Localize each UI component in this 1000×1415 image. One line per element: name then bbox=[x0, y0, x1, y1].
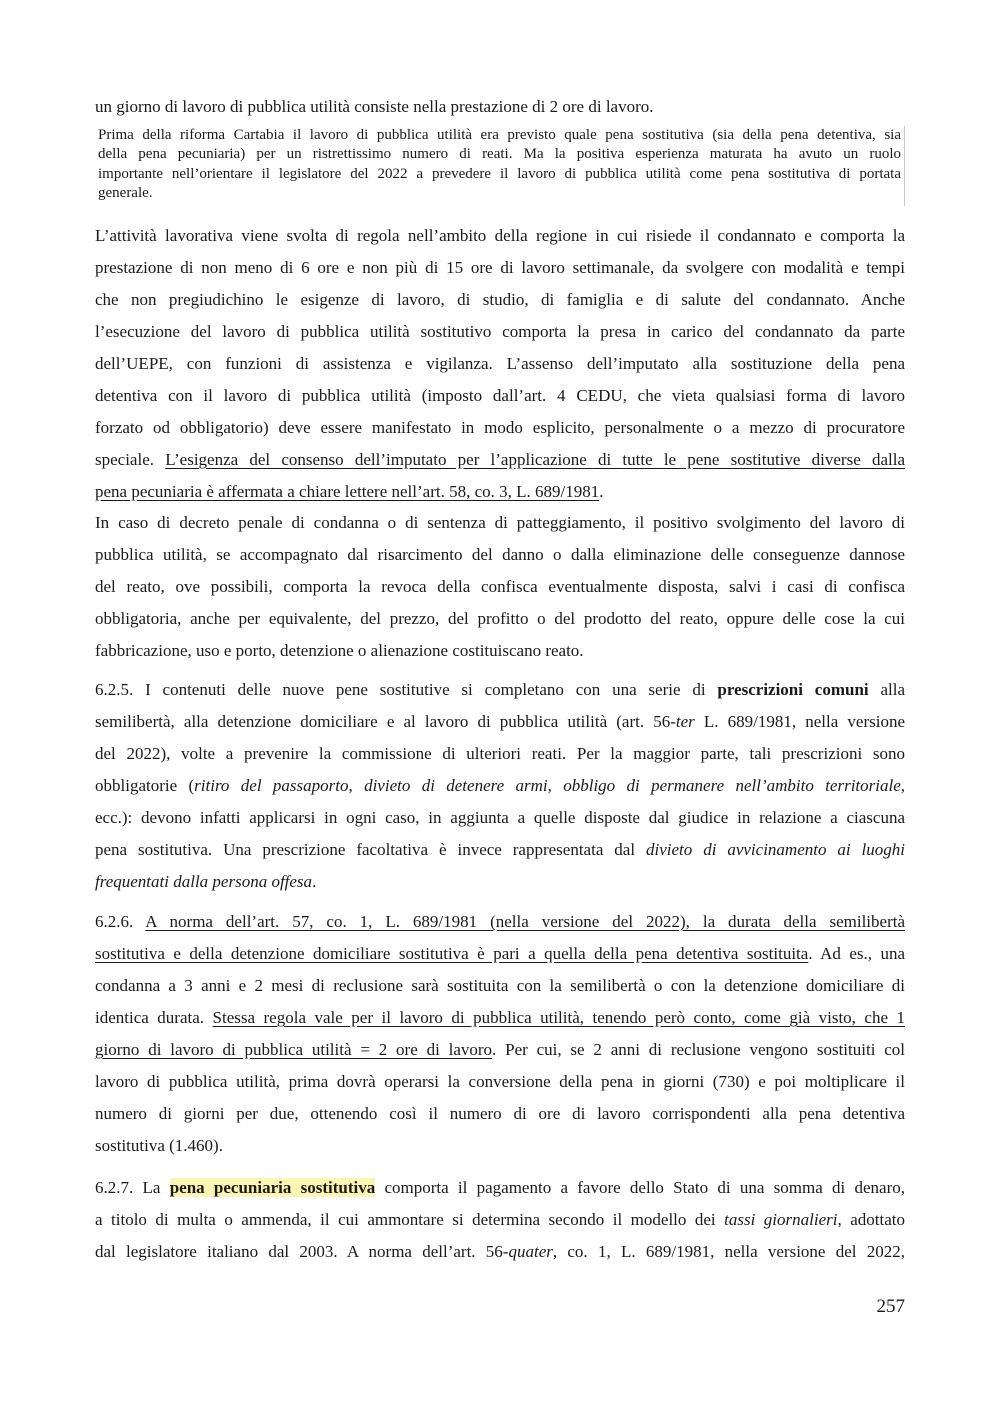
text-run: . bbox=[599, 482, 604, 501]
text-run: L. 689/1981, nella versione bbox=[694, 712, 905, 731]
text-run: obbligatorie ( bbox=[95, 776, 195, 795]
text-run: . Ad es., una bbox=[808, 944, 905, 963]
text-run: pena sostitutiva. Una prescrizione facoltativa è invece rappresentata dal bbox=[95, 840, 646, 859]
italic-text: tassi giornalieri bbox=[724, 1210, 838, 1229]
text-line bbox=[95, 770, 905, 802]
italic-text: divieto di avvicinamento ai luoghi bbox=[646, 840, 905, 859]
footnote-box bbox=[95, 126, 905, 206]
text-line: fabbricazione, uso e porto, detenzione o alienazione costituiscano reato. bbox=[95, 641, 584, 660]
paragraph-6-2-6 bbox=[95, 906, 905, 1162]
text-line bbox=[95, 1236, 905, 1268]
text-line: prestazione di non meno di 6 ore e non più di 15 ore di lavoro settimanale, da svolgere con modalità e tempi bbox=[95, 258, 905, 277]
paragraph-6-2-5 bbox=[95, 674, 905, 898]
text-run: semilibertà, alla detenzione domiciliare e al lavoro di pubblica utilità (art. 56- bbox=[95, 712, 676, 731]
text-line bbox=[95, 706, 905, 738]
text-line: l’esecuzione del lavoro di pubblica utilità sostitutivo comporta la presa in carico del condannato da parte bbox=[95, 322, 905, 341]
text-line: L’attività lavorativa viene svolta di regola nell’ambito della regione in cui risiede il condannato e comporta la bbox=[95, 226, 905, 245]
paragraph-penal-decree bbox=[95, 507, 905, 667]
text-line bbox=[95, 1002, 905, 1034]
italic-text: ritiro del passaporto bbox=[194, 776, 349, 795]
text-line: In caso di decreto penale di condanna o di sentenza di patteggiamento, il positivo svolgimento del lavoro di bbox=[95, 513, 905, 532]
text-line bbox=[95, 444, 905, 476]
underlined-text: giorno di lavoro di pubblica utilità = 2 ore di lavoro bbox=[95, 1040, 493, 1059]
text-line bbox=[95, 1172, 905, 1204]
italic-text: divieto di detenere armi bbox=[364, 776, 548, 795]
text-line: che non pregiudichino le esigenze di lavoro, di studio, di famiglia e di salute del condannato. Anche bbox=[95, 290, 905, 309]
text-line: dell’UEPE, con funzioni di assistenza e vigilanza. L’assenso dell’imputato alla sostituzione della pena bbox=[95, 354, 905, 373]
text-line: ecc.): devono infatti applicarsi in ogni caso, in aggiunta a quelle disposte dal giudice in relazione a ciascuna bbox=[95, 808, 905, 827]
text-line: del reato, ove possibili, comporta la revoca della confisca eventualmente disposta, salvi i casi di confisca bbox=[95, 577, 905, 596]
italic-text: obbligo di permanere nell’ambito territoriale bbox=[563, 776, 901, 795]
underlined-text: A norma dell’art. 57, co. 1, L. 689/1981 (nella versione del 2022), la durata della semilibertà bbox=[145, 912, 905, 931]
text-line: numero di giorni per due, ottenendo così il numero di ore di lavoro corrispondenti alla pena detentiva bbox=[95, 1104, 905, 1123]
text-line bbox=[95, 938, 905, 970]
text-run: identica durata. bbox=[95, 1008, 213, 1027]
intro-line: un giorno di lavoro di pubblica utilità consiste nella prestazione di 2 ore di lavoro. bbox=[95, 97, 654, 116]
text-line: del 2022), volte a prevenire la commissione di ulteriori reati. Per la maggior parte, tali prescrizioni sono bbox=[95, 744, 905, 763]
italic-text: ter bbox=[675, 712, 695, 731]
text-run: speciale. bbox=[95, 450, 166, 469]
text-run: a titolo di multa o ammenda, il cui ammontare si determina secondo il modello dei bbox=[95, 1210, 725, 1229]
text-run: . Per cui, se 2 anni di reclusione vengono sostituiti col bbox=[492, 1040, 906, 1059]
page-number: 257 bbox=[876, 1296, 905, 1317]
text-run: , adottato bbox=[837, 1210, 905, 1229]
text-line: sostitutiva (1.460). bbox=[95, 1136, 223, 1155]
text-run: alla bbox=[868, 680, 906, 699]
paragraph-6-2-7 bbox=[95, 1172, 905, 1268]
underlined-text: pena pecuniaria è affermata a chiare lettere nell’art. 58, co. 3, L. 689/1981 bbox=[95, 482, 600, 501]
note-line: generale. bbox=[98, 185, 153, 202]
text-run: 6.2.7. La bbox=[95, 1178, 170, 1197]
note-line: Prima della riforma Cartabia il lavoro di pubblica utilità era previsto quale pena sostitutiva (sia della pena detentiva, sia bbox=[98, 127, 901, 143]
underlined-text: sostitutiva e della detenzione domiciliare sostitutiva è pari a quella della pena detentiva sostituita bbox=[95, 944, 809, 963]
text-run: 6.2.6. bbox=[95, 912, 146, 931]
text-line bbox=[95, 906, 905, 938]
highlighted-text: pena pecuniaria sostitutiva bbox=[169, 1178, 376, 1197]
note-line: importante nell’orientare il legislatore del 2022 a prevedere il lavoro di pubblica utilità come pena sostitutiva di portata bbox=[98, 165, 901, 182]
paragraph-work-activity bbox=[95, 220, 905, 508]
text-line: forzato od obbligatorio) deve essere manifestato in modo esplicito, personalmente o a mezzo di procuratore bbox=[95, 418, 905, 437]
text-line: condanna a 3 anni e 2 mesi di reclusione sarà sostituita con la semilibertà o con la detenzione domiciliare di bbox=[95, 976, 905, 995]
text-run: comporta il pagamento a favore dello Stato di una somma di denaro, bbox=[375, 1178, 905, 1197]
underlined-text: L’esigenza del consenso dell’imputato per l’applicazione di tutte le pene sostitutive diverse dalla bbox=[165, 450, 905, 469]
italic-text: quater bbox=[508, 1242, 553, 1261]
italic-text: frequentati dalla persona offesa bbox=[95, 872, 313, 891]
text-line: detentiva con il lavoro di pubblica utilità (imposto dall’art. 4 CEDU, che vieta qualsiasi forma di lavoro bbox=[95, 386, 905, 405]
note-line: della pena pecuniaria) per un ristrettissimo numero di reati. Ma la positiva esperienza maturata ha avuto un ruolo bbox=[98, 146, 901, 163]
text-line bbox=[95, 866, 905, 898]
text-line: lavoro di pubblica utilità, prima dovrà operarsi la conversione della pena in giorni (730) e poi moltiplicare il bbox=[95, 1072, 905, 1091]
text-line bbox=[95, 674, 905, 706]
underlined-text: Stessa regola vale per il lavoro di pubblica utilità, tenendo però conto, come già visto, che 1 bbox=[212, 1008, 906, 1027]
text-run: , bbox=[900, 776, 905, 795]
text-line bbox=[95, 1204, 905, 1236]
text-line: obbligatoria, anche per equivalente, del prezzo, del profitto o del prodotto del reato, oppure delle cose la cui bbox=[95, 609, 905, 628]
text-run: , bbox=[348, 776, 365, 795]
text-line bbox=[95, 834, 905, 866]
text-run: . bbox=[312, 872, 317, 891]
text-line: pubblica utilità, se accompagnato dal risarcimento del danno o dalla eliminazione delle conseguenze dannose bbox=[95, 545, 905, 564]
text-run: 6.2.5. I contenuti delle nuove pene sostitutive si completano con una serie di bbox=[95, 680, 718, 699]
text-run: dal legislatore italiano dal 2003. A norma dell’art. 56- bbox=[95, 1242, 509, 1261]
text-line bbox=[95, 1034, 905, 1066]
text-run: , bbox=[547, 776, 564, 795]
text-run: , co. 1, L. 689/1981, nella versione del 2022, bbox=[552, 1242, 905, 1261]
bold-text: prescrizioni comuni bbox=[717, 680, 869, 699]
text-line bbox=[95, 476, 905, 508]
